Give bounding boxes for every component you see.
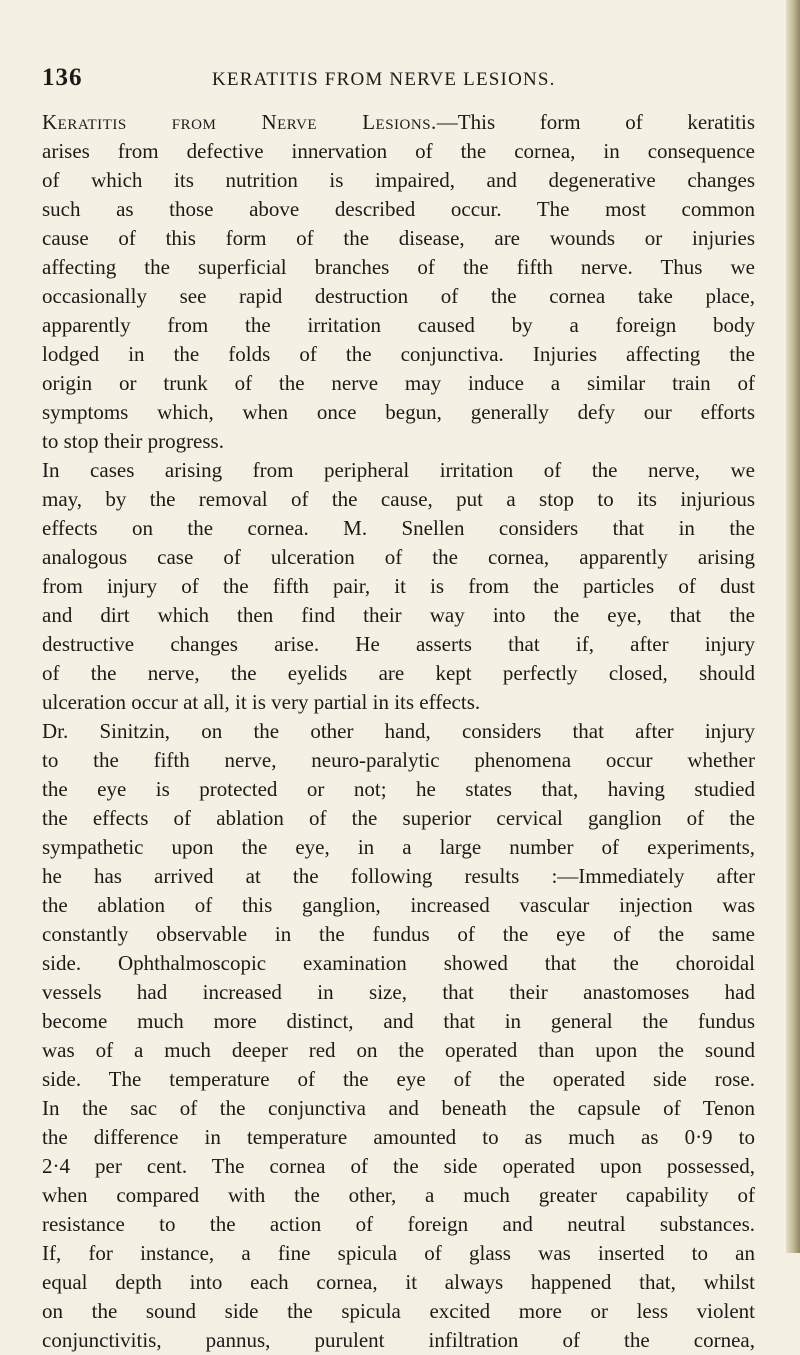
- text-line: resistance to the action of foreign and neutral substances.: [42, 1212, 755, 1236]
- text-line: of which its nutrition is impaired, and degenerative changes: [42, 168, 755, 192]
- running-head: KERATITIS FROM NERVE LESIONS.: [212, 69, 556, 90]
- text-line: the ablation of this ganglion, increased vascular injection was: [42, 893, 755, 917]
- text-line: destructive changes arise. He asserts that if, after injury: [42, 632, 755, 656]
- body-text: [42, 108, 755, 1355]
- text-line: 2·4 per cent. The cornea of the side operated upon possessed,: [42, 1154, 755, 1178]
- text-line: conjunctivitis, pannus, purulent infiltration of the cornea,: [42, 1328, 755, 1352]
- text-line: If, for instance, a fine spicula of glass was inserted to an: [42, 1241, 755, 1265]
- text-line: the effects of ablation of the superior cervical ganglion of the: [42, 806, 755, 830]
- page-header: [42, 64, 762, 94]
- text-line: lodged in the folds of the conjunctiva. Injuries affecting the: [42, 342, 755, 366]
- text-line: from injury of the fifth pair, it is from the particles of dust: [42, 574, 755, 598]
- text-line: on the sound side the spicula excited more or less violent: [42, 1299, 755, 1323]
- text-line: apparently from the irritation caused by a foreign body: [42, 313, 755, 337]
- text-line: In the sac of the conjunctiva and beneath the capsule of Tenon: [42, 1096, 755, 1120]
- text-line: origin or trunk of the nerve may induce a similar train of: [42, 371, 755, 395]
- text-line: become much more distinct, and that in general the fundus: [42, 1009, 755, 1033]
- text-line: In cases arising from peripheral irritation of the nerve, we: [42, 458, 755, 482]
- text-line: and dirt which then find their way into the eye, that the: [42, 603, 755, 627]
- text-line: side. Ophthalmoscopic examination showed that the choroidal: [42, 951, 755, 975]
- text-line: was of a much deeper red on the operated than upon the sound: [42, 1038, 755, 1062]
- text-line: the difference in temperature amounted to as much as 0·9 to: [42, 1125, 755, 1149]
- text-line: equal depth into each cornea, it always happened that, whilst: [42, 1270, 755, 1294]
- text-line: sympathetic upon the eye, in a large number of experiments,: [42, 835, 755, 859]
- text-line: arises from defective innervation of the cornea, in consequence: [42, 139, 755, 163]
- page-number: 136: [42, 64, 83, 91]
- text-line: affecting the superficial branches of the fifth nerve. Thus we: [42, 255, 755, 279]
- text-line: cause of this form of the disease, are wounds or injuries: [42, 226, 755, 250]
- text-line: side. The temperature of the eye of the operated side rose.: [42, 1067, 755, 1091]
- text-line-content: —This form of keratitis: [436, 110, 755, 134]
- text-line: occasionally see rapid destruction of the cornea take place,: [42, 284, 755, 308]
- text-line: vessels had increased in size, that their anastomoses had: [42, 980, 755, 1004]
- text-line: to stop their progress.: [42, 429, 224, 453]
- section-title: Keratitis from Nerve Lesions.: [42, 110, 437, 134]
- text-line: to the fifth nerve, neuro-paralytic phenomena occur whether: [42, 748, 755, 772]
- text-line: analogous case of ulceration of the cornea, apparently arising: [42, 545, 755, 569]
- text-line: Dr. Sinitzin, on the other hand, considers that after injury: [42, 719, 755, 743]
- text-line: symptoms which, when once begun, generally defy our efforts: [42, 400, 755, 424]
- text-line: constantly observable in the fundus of the eye of the same: [42, 922, 755, 946]
- text-line: the eye is protected or not; he states that, having studied: [42, 777, 755, 801]
- page-edge-shadow: [786, 0, 800, 1253]
- text-line: when compared with the other, a much greater capability of: [42, 1183, 755, 1207]
- text-line: [42, 108, 755, 137]
- text-line: of the nerve, the eyelids are kept perfectly closed, should: [42, 661, 755, 685]
- text-line: he has arrived at the following results :—Immediately after: [42, 864, 755, 888]
- text-line: may, by the removal of the cause, put a stop to its injurious: [42, 487, 755, 511]
- text-line: effects on the cornea. M. Snellen considers that in the: [42, 516, 755, 540]
- text-line: ulceration occur at all, it is very partial in its effects.: [42, 690, 481, 714]
- text-line: such as those above described occur. The most common: [42, 197, 755, 221]
